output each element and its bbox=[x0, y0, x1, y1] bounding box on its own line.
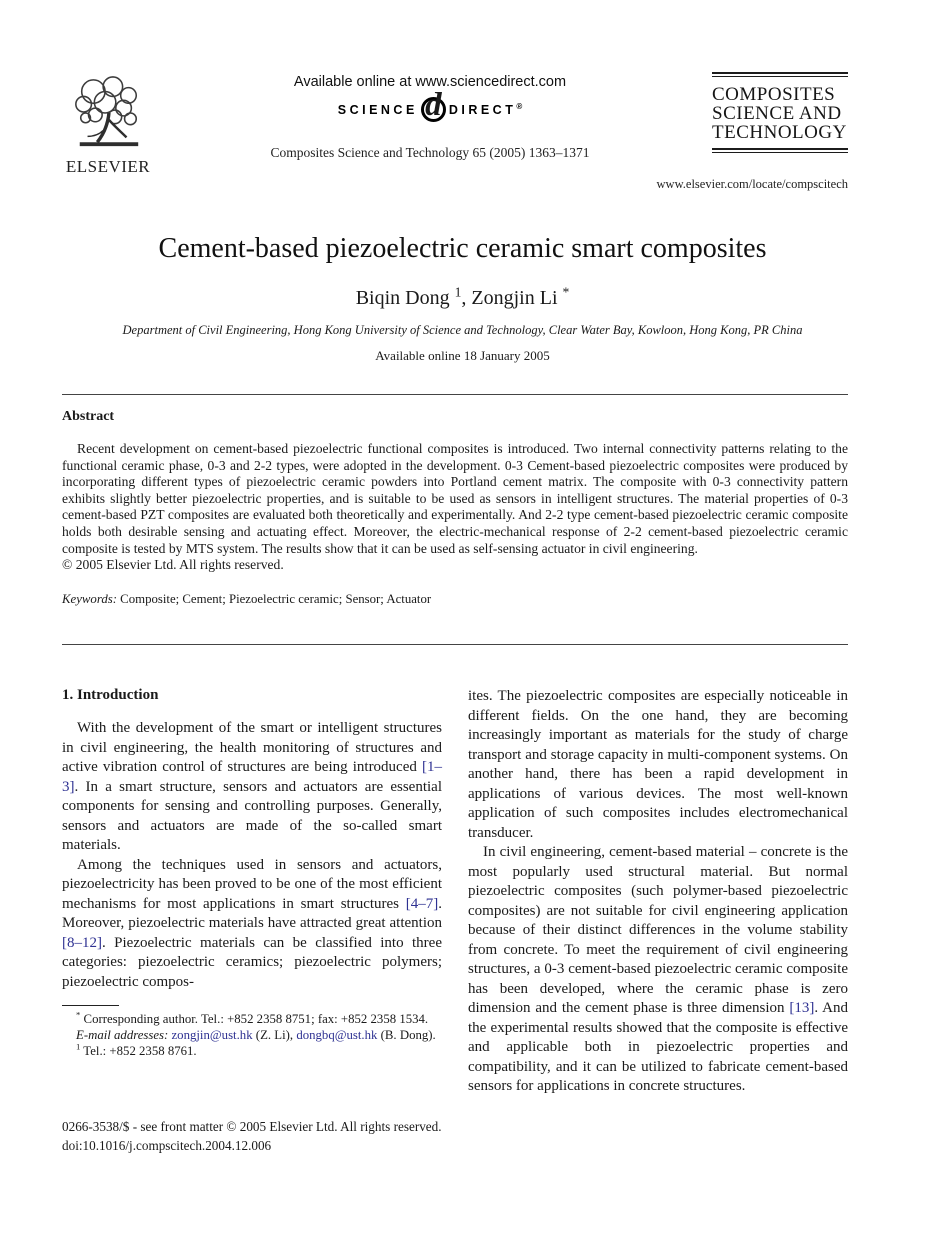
section-heading-introduction: 1. Introduction bbox=[62, 687, 159, 703]
email-link-dongbq[interactable]: dongbq@ust.hk bbox=[296, 1028, 378, 1043]
text-segment: Biqin Dong bbox=[355, 287, 455, 309]
left-column bbox=[62, 687, 442, 1097]
footnote-tel bbox=[62, 1043, 442, 1059]
superscript-mark: 1 bbox=[76, 1042, 81, 1053]
text-segment: . In a smart structure, sensors and actuators are essential components for sensing and controlling purposes. Generally, sensors and actuators are made of the so-called smart materials. bbox=[62, 778, 442, 853]
text-segment: Among the techniques used in sensors and actuators, piezoelectricity has been proved to be one of the most efficient mechanisms for most applications in smart structures bbox=[62, 856, 442, 912]
issn-line: 0266-3538/$ - see front matter © 2005 Elsevier Ltd. All rights reserved. bbox=[62, 1119, 442, 1134]
journal-citation: Composites Science and Technology 65 (2005) 1363–1371 bbox=[270, 145, 590, 160]
journal-name-line2: SCIENCE AND bbox=[712, 103, 842, 124]
text-segment: ites. The piezoelectric composites are especially noticeable in different fields. On the one hand, they are becoming increasingly important as materials for the study of charge transport and storage capacity in multi-component systems. On another hand, there has been a rapid development in applications of various devices. The most well-known application of such composites includes electromechanical transducer. bbox=[468, 688, 848, 841]
superscript-mark: 1 bbox=[454, 284, 462, 300]
abstract-heading: Abstract bbox=[62, 409, 115, 424]
keywords-label: Keywords: bbox=[62, 591, 117, 606]
available-online-date: Available online 18 January 2005 bbox=[375, 348, 550, 363]
citation-8-12[interactable]: [8–12] bbox=[62, 934, 102, 951]
text-segment: (B. Dong). bbox=[377, 1028, 436, 1043]
journal-name bbox=[712, 77, 848, 148]
available-online-text: Available online at www.sciencedirect.com bbox=[293, 74, 567, 90]
keywords-list: Composite; Cement; Piezoelectric ceramic; Sensor; Actuator bbox=[116, 591, 432, 606]
doi-line: doi:10.1016/j.compscitech.2004.12.006 bbox=[62, 1138, 272, 1153]
keywords-bottom-rule bbox=[62, 644, 848, 645]
affiliation: Department of Civil Engineering, Hong Kong University of Science and Technology, Clear Water Bay, Kowloon, Hong Kong, PR China bbox=[122, 323, 803, 337]
text-segment: . Piezoelectric materials can be classified into three categories: piezoelectric ceramics; piezoelectric polymers; piezoelectric compos- bbox=[62, 934, 442, 990]
email-link-zongjin[interactable]: zongjin@ust.hk bbox=[171, 1028, 253, 1043]
text-segment: . Moreover, piezoelectric materials have attracted great attention bbox=[62, 895, 442, 931]
citation-1-3[interactable]: [1–3] bbox=[62, 759, 442, 795]
intro-paragraph-3 bbox=[468, 687, 848, 843]
journal-name-line3: TECHNOLOGY bbox=[712, 122, 847, 143]
text-segment: In civil engineering, cement-based material – concrete is the most popularly used structural material. But normal piezoelectric composites (such polymer-based piezoelectric composites) are not suitable for civil engineering application because of their distinct differences in the volume stability from concrete. To meet the requirement of civil engineering structures, a 0-3 cement-based piezoelectric ceramic composite has been developed, where the ceramic phase is zero dimension and the cement phase is three dimension bbox=[468, 844, 848, 1016]
sciencedirect-d-icon: d bbox=[421, 97, 446, 122]
sciencedirect-logo bbox=[165, 86, 695, 123]
citation-13[interactable]: [13] bbox=[789, 1000, 815, 1016]
text-segment: Tel.: +852 2358 8761. bbox=[80, 1044, 197, 1059]
elsevier-logo bbox=[62, 74, 154, 177]
header-center bbox=[165, 74, 695, 161]
keywords-line bbox=[62, 591, 848, 608]
journal-nameplate bbox=[712, 72, 848, 153]
text-segment: Corresponding author. Tel.: +852 2358 8751; fax: +852 2358 1534. bbox=[80, 1012, 429, 1026]
text-segment: E-mail addresses: bbox=[76, 1028, 172, 1043]
right-column bbox=[468, 687, 848, 1097]
footnote-emails bbox=[62, 1027, 442, 1043]
journal-name-line1: COMPOSITES bbox=[712, 84, 836, 105]
abstract-top-rule bbox=[62, 394, 848, 395]
page-footer bbox=[62, 1117, 442, 1155]
author-line bbox=[0, 284, 925, 310]
text-segment: . And the experimental results showed that the composite is effective and applicable both in piezoelectric properties and compatibility, and it can be utilized to fabricate cement-based sensors for applications in concrete structures. bbox=[468, 1000, 848, 1094]
registered-mark: ® bbox=[516, 101, 523, 111]
elsevier-tree-icon bbox=[64, 137, 152, 154]
footnote-corresponding-author bbox=[62, 1011, 442, 1027]
citation-4-7[interactable]: [4–7] bbox=[405, 895, 439, 912]
superscript-mark: * bbox=[76, 1009, 81, 1020]
nameplate-bottom-rule bbox=[712, 148, 848, 153]
elsevier-wordmark: ELSEVIER bbox=[65, 157, 151, 176]
intro-paragraph-1 bbox=[62, 719, 442, 856]
superscript-mark: * bbox=[562, 284, 570, 300]
text-segment: With the development of the smart or intelligent structures in civil engineering, the health monitoring of structures and active vibration control of structures are being introduced bbox=[62, 720, 442, 775]
intro-paragraph-4 bbox=[468, 843, 848, 1097]
journal-url: www.elsevier.com/locate/compscitech bbox=[656, 177, 848, 191]
abstract-text: Recent development on cement-based piezoelectric functional composites is introduced. Two internal connectivity patterns relating to the functional ceramic phase, 0-3 and 2-2 types, were adopted in the development. 0-3 Cement-based piezoelectric composites were produced by incorporating different types of piezoelectric ceramic powders into Portland cement matrix. The composite with 0-3 connectivity pattern exhibits slightly better piezoelectric properties, and is suitable to be used as sensors in intelligent structures. The material properties of 0-3 cement-based PZT composites are evaluated both theoretically and experimentally. And 2-2 type cement-based piezoelectric ceramic composite holds both desirable sensing and actuating effect. Moreover, the electric-mechanical response of 2-2 cement-based piezoelectric ceramic composite is tested by MTS system. The results show that it can be used as self-sensing actuator in civil engineering. bbox=[62, 441, 848, 556]
sciencedirect-direct-text: DIRECT® bbox=[448, 101, 523, 118]
text-segment: , Zongjin Li bbox=[461, 287, 563, 309]
article-body bbox=[62, 687, 848, 1097]
article-title: Cement-based piezoelectric ceramic smart composites bbox=[158, 233, 767, 264]
intro-paragraph-2 bbox=[62, 856, 442, 993]
sciencedirect-science-text: SCIENCE bbox=[337, 102, 418, 117]
text-segment: (Z. Li), bbox=[252, 1028, 297, 1043]
footnotes bbox=[62, 1005, 442, 1060]
footnote-rule bbox=[62, 1005, 119, 1006]
abstract-section bbox=[62, 441, 848, 607]
copyright-line: © 2005 Elsevier Ltd. All rights reserved. bbox=[62, 557, 284, 573]
